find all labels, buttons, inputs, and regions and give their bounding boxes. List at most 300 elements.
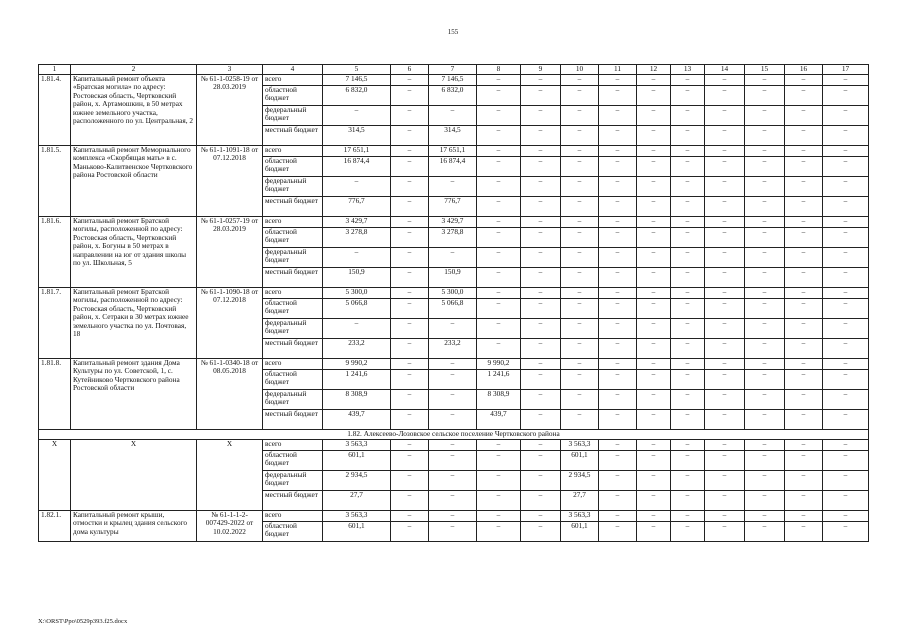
amount-cell: 3 278,8 — [429, 228, 477, 248]
amount-cell: – — [391, 197, 429, 217]
amount-cell: – — [823, 217, 869, 228]
amount-cell: – — [521, 319, 561, 339]
amount-cell: – — [391, 440, 429, 451]
amount-cell: – — [745, 319, 785, 339]
amount-cell: 601,1 — [561, 451, 599, 471]
amount-cell: – — [599, 440, 637, 451]
funding-source: местный бюджет — [263, 410, 323, 430]
funding-source: всего — [263, 217, 323, 228]
amount-cell: – — [391, 339, 429, 359]
item-name: Капитальный ремонт здания Дома Культуры по ул. Советской, 1, с. Кутейниково Чертковского района Ростовской области — [71, 359, 197, 430]
funding-source: местный бюджет — [263, 339, 323, 359]
amount-cell: 314,5 — [429, 126, 477, 146]
funding-source: всего — [263, 75, 323, 86]
amount-cell: – — [745, 511, 785, 522]
amount-cell: – — [561, 370, 599, 390]
amount-cell: 233,2 — [323, 339, 391, 359]
amount-cell: – — [637, 319, 671, 339]
amount-cell: – — [745, 248, 785, 268]
funding-source: местный бюджет — [263, 268, 323, 288]
amount-cell: – — [521, 390, 561, 410]
table-row — [39, 511, 869, 522]
amount-cell: – — [705, 217, 745, 228]
amount-cell: – — [599, 299, 637, 319]
amount-cell: 314,5 — [323, 126, 391, 146]
amount-cell: – — [785, 177, 823, 197]
funding-source: областной бюджет — [263, 370, 323, 390]
amount-cell: – — [745, 268, 785, 288]
amount-cell: – — [561, 126, 599, 146]
amount-cell: – — [745, 339, 785, 359]
item-name: Капитальный ремонт Братской могилы, расположенной по адресу: Ростовская область, Чертковский район, х. Сетраки в 30 метрах южнее земельного участка по ул. Почтовая, 18 — [71, 288, 197, 359]
section-heading-row — [39, 430, 869, 440]
amount-cell: – — [521, 288, 561, 299]
amount-cell: – — [477, 491, 521, 511]
amount-cell: – — [561, 106, 599, 126]
amount-cell: – — [477, 440, 521, 451]
amount-cell: – — [521, 86, 561, 106]
amount-cell: – — [477, 248, 521, 268]
item-number: 1.81.8. — [39, 359, 71, 430]
funding-source: всего — [263, 359, 323, 370]
table-row — [39, 75, 869, 86]
amount-cell: – — [785, 299, 823, 319]
amount-cell: – — [705, 299, 745, 319]
column-number: 3 — [197, 65, 263, 75]
amount-cell: – — [745, 359, 785, 370]
amount-cell: – — [477, 522, 521, 542]
amount-cell: – — [391, 217, 429, 228]
amount-cell: – — [477, 319, 521, 339]
funding-source: федеральный бюджет — [263, 248, 323, 268]
amount-cell: – — [429, 471, 477, 491]
amount-cell: – — [561, 217, 599, 228]
amount-cell: – — [599, 339, 637, 359]
amount-cell: – — [599, 197, 637, 217]
amount-cell: – — [561, 268, 599, 288]
amount-cell: – — [823, 511, 869, 522]
amount-cell: – — [671, 522, 705, 542]
amount-cell: – — [637, 86, 671, 106]
amount-cell: – — [671, 410, 705, 430]
funding-source: областной бюджет — [263, 299, 323, 319]
amount-cell: – — [745, 471, 785, 491]
amount-cell: – — [599, 359, 637, 370]
amount-cell: – — [391, 511, 429, 522]
amount-cell: 601,1 — [323, 522, 391, 542]
amount-cell: – — [429, 248, 477, 268]
amount-cell: – — [785, 126, 823, 146]
amount-cell: – — [599, 522, 637, 542]
amount-cell: – — [323, 177, 391, 197]
amount-cell: – — [745, 299, 785, 319]
amount-cell: – — [521, 106, 561, 126]
amount-cell: – — [477, 288, 521, 299]
amount-cell: 27,7 — [561, 491, 599, 511]
amount-cell: – — [705, 440, 745, 451]
column-number: 9 — [521, 65, 561, 75]
amount-cell: – — [521, 471, 561, 491]
amount-cell: – — [671, 157, 705, 177]
amount-cell: – — [671, 451, 705, 471]
amount-cell: – — [391, 319, 429, 339]
amount-cell: – — [521, 522, 561, 542]
funding-source: федеральный бюджет — [263, 106, 323, 126]
amount-cell: – — [745, 491, 785, 511]
amount-cell: – — [599, 471, 637, 491]
amount-cell: – — [599, 75, 637, 86]
amount-cell: – — [561, 299, 599, 319]
amount-cell: – — [705, 146, 745, 157]
amount-cell: – — [323, 106, 391, 126]
amount-cell: 3 429,7 — [429, 217, 477, 228]
amount-cell: 2 934,5 — [323, 471, 391, 491]
amount-cell: – — [477, 451, 521, 471]
amount-cell: – — [823, 75, 869, 86]
amount-cell: 5 300,0 — [323, 288, 391, 299]
amount-cell: – — [599, 410, 637, 430]
amount-cell: – — [477, 197, 521, 217]
amount-cell: – — [391, 106, 429, 126]
amount-cell: – — [429, 319, 477, 339]
amount-cell: – — [823, 197, 869, 217]
amount-cell: – — [391, 471, 429, 491]
amount-cell: – — [705, 157, 745, 177]
amount-cell: – — [705, 491, 745, 511]
column-number: 6 — [391, 65, 429, 75]
x-mark: Х — [71, 440, 197, 511]
amount-cell: – — [521, 177, 561, 197]
amount-cell: – — [705, 197, 745, 217]
amount-cell: 9 990,2 — [323, 359, 391, 370]
amount-cell: – — [599, 319, 637, 339]
amount-cell: – — [745, 288, 785, 299]
permit-document: № 61-1-1-2-007429-2022 от 10.02.2022 — [197, 511, 263, 542]
amount-cell: 439,7 — [477, 410, 521, 430]
amount-cell: – — [637, 451, 671, 471]
column-number: 17 — [823, 65, 869, 75]
amount-cell: – — [745, 75, 785, 86]
amount-cell: – — [671, 390, 705, 410]
amount-cell: – — [637, 197, 671, 217]
item-name: Капитальный ремонт Братской могилы, расположенной по адресу: Ростовская область, Чертковский район, х. Богуны в 50 метрах в направлении на юг от здания школы по ул. Школьная, 5 — [71, 217, 197, 288]
amount-cell: – — [637, 126, 671, 146]
funding-source: местный бюджет — [263, 491, 323, 511]
amount-cell: – — [429, 370, 477, 390]
amount-cell: – — [823, 410, 869, 430]
amount-cell: 16 874,4 — [323, 157, 391, 177]
amount-cell: – — [391, 359, 429, 370]
amount-cell: – — [823, 86, 869, 106]
amount-cell: – — [745, 146, 785, 157]
amount-cell: – — [671, 146, 705, 157]
item-name: Капитальный ремонт крыши, отмостки и крылец здания сельского дома культуры — [71, 511, 197, 542]
amount-cell: – — [823, 339, 869, 359]
amount-cell: – — [599, 177, 637, 197]
amount-cell: – — [705, 248, 745, 268]
funding-source: областной бюджет — [263, 157, 323, 177]
amount-cell: 3 563,3 — [561, 440, 599, 451]
column-number: 15 — [745, 65, 785, 75]
amount-cell: 6 832,0 — [323, 86, 391, 106]
amount-cell: – — [561, 248, 599, 268]
amount-cell: – — [671, 268, 705, 288]
amount-cell: – — [391, 146, 429, 157]
amount-cell: – — [429, 106, 477, 126]
funding-source: областной бюджет — [263, 451, 323, 471]
amount-cell: – — [429, 410, 477, 430]
amount-cell: – — [785, 370, 823, 390]
column-number: 5 — [323, 65, 391, 75]
amount-cell: – — [705, 86, 745, 106]
amount-cell: – — [477, 126, 521, 146]
amount-cell: – — [823, 228, 869, 248]
amount-cell: – — [391, 410, 429, 430]
amount-cell: 150,9 — [323, 268, 391, 288]
column-number: 16 — [785, 65, 823, 75]
amount-cell: – — [637, 410, 671, 430]
amount-cell: 3 429,7 — [323, 217, 391, 228]
amount-cell: – — [745, 106, 785, 126]
permit-document: № 61-1-0257-19 от 28.03.2019 — [197, 217, 263, 288]
amount-cell: – — [745, 390, 785, 410]
amount-cell: – — [391, 390, 429, 410]
amount-cell: – — [477, 471, 521, 491]
amount-cell: – — [705, 319, 745, 339]
amount-cell: – — [785, 268, 823, 288]
amount-cell: – — [705, 390, 745, 410]
amount-cell: – — [823, 370, 869, 390]
amount-cell: – — [671, 86, 705, 106]
amount-cell: – — [521, 440, 561, 451]
amount-cell: – — [599, 86, 637, 106]
amount-cell: – — [599, 157, 637, 177]
column-number: 12 — [637, 65, 671, 75]
permit-document: № 61-1-0258-19 от 28.03.2019 — [197, 75, 263, 146]
amount-cell: 776,7 — [429, 197, 477, 217]
amount-cell: – — [637, 471, 671, 491]
amount-cell: – — [391, 228, 429, 248]
amount-cell: – — [429, 440, 477, 451]
amount-cell: – — [637, 288, 671, 299]
amount-cell: – — [599, 370, 637, 390]
amount-cell: – — [745, 177, 785, 197]
amount-cell: – — [637, 359, 671, 370]
amount-cell: – — [391, 491, 429, 511]
amount-cell: – — [561, 75, 599, 86]
amount-cell: – — [477, 268, 521, 288]
item-number: 1.81.6. — [39, 217, 71, 288]
amount-cell: – — [521, 75, 561, 86]
column-number: 1 — [39, 65, 71, 75]
amount-cell: – — [823, 288, 869, 299]
amount-cell: – — [823, 177, 869, 197]
amount-cell: – — [823, 451, 869, 471]
amount-cell: – — [599, 511, 637, 522]
amount-cell: 17 651,1 — [323, 146, 391, 157]
funding-source: всего — [263, 511, 323, 522]
amount-cell: – — [705, 451, 745, 471]
amount-cell: – — [477, 177, 521, 197]
amount-cell: – — [391, 370, 429, 390]
column-number: 8 — [477, 65, 521, 75]
permit-document: № 61-1-0340-18 от 08.05.2018 — [197, 359, 263, 430]
amount-cell: – — [561, 410, 599, 430]
amount-cell: 8 308,9 — [477, 390, 521, 410]
amount-cell: – — [561, 157, 599, 177]
amount-cell: – — [637, 75, 671, 86]
amount-cell: – — [521, 370, 561, 390]
amount-cell: – — [561, 339, 599, 359]
amount-cell: – — [671, 440, 705, 451]
amount-cell: – — [477, 217, 521, 228]
amount-cell: – — [429, 491, 477, 511]
amount-cell: – — [785, 248, 823, 268]
amount-cell: – — [745, 126, 785, 146]
funding-source: местный бюджет — [263, 197, 323, 217]
amount-cell: 3 563,3 — [323, 511, 391, 522]
amount-cell: – — [637, 522, 671, 542]
table-row — [39, 359, 869, 370]
amount-cell: – — [391, 451, 429, 471]
funding-source: областной бюджет — [263, 522, 323, 542]
item-number: 1.81.5. — [39, 146, 71, 217]
amount-cell: – — [391, 268, 429, 288]
amount-cell: – — [823, 248, 869, 268]
amount-cell: – — [599, 451, 637, 471]
amount-cell: – — [705, 410, 745, 430]
funding-source: областной бюджет — [263, 86, 323, 106]
amount-cell: – — [785, 86, 823, 106]
amount-cell: – — [823, 491, 869, 511]
amount-cell: – — [745, 522, 785, 542]
section-title: 1.82. Алексеево-Лозовское сельское поселение Чертковского района — [39, 430, 869, 440]
amount-cell: – — [705, 471, 745, 491]
amount-cell: – — [521, 491, 561, 511]
amount-cell: – — [671, 319, 705, 339]
amount-cell: 1 241,6 — [323, 370, 391, 390]
amount-cell: – — [637, 217, 671, 228]
item-number: 1.81.4. — [39, 75, 71, 146]
amount-cell: – — [671, 471, 705, 491]
amount-cell: – — [637, 146, 671, 157]
table-row — [39, 288, 869, 299]
amount-cell: 3 278,8 — [323, 228, 391, 248]
amount-cell: – — [637, 440, 671, 451]
amount-cell: 5 066,8 — [429, 299, 477, 319]
amount-cell: – — [823, 522, 869, 542]
amount-cell: – — [521, 126, 561, 146]
amount-cell: – — [477, 75, 521, 86]
amount-cell: – — [785, 491, 823, 511]
amount-cell: – — [429, 359, 477, 370]
item-number: 1.82.1. — [39, 511, 71, 542]
amount-cell: – — [477, 511, 521, 522]
amount-cell: – — [599, 288, 637, 299]
amount-cell: – — [705, 288, 745, 299]
amount-cell: – — [561, 288, 599, 299]
permit-document: № 61-1-1090-18 от 07.12.2018 — [197, 288, 263, 359]
amount-cell: – — [671, 339, 705, 359]
funding-source: федеральный бюджет — [263, 390, 323, 410]
amount-cell: – — [561, 146, 599, 157]
amount-cell: – — [671, 511, 705, 522]
amount-cell: 150,9 — [429, 268, 477, 288]
amount-cell: – — [637, 248, 671, 268]
amount-cell: 601,1 — [323, 451, 391, 471]
item-name: Капитальный ремонт Мемориального комплекса «Скорбящая мать» в с. Маньково-Калитвенское Чертковского района Ростовской области — [71, 146, 197, 217]
amount-cell: – — [477, 299, 521, 319]
amount-cell: 7 146,5 — [429, 75, 477, 86]
amount-cell: – — [521, 248, 561, 268]
amount-cell: – — [429, 177, 477, 197]
amount-cell: – — [705, 126, 745, 146]
amount-cell: – — [637, 268, 671, 288]
amount-cell: 5 300,0 — [429, 288, 477, 299]
amount-cell: – — [599, 268, 637, 288]
amount-cell: – — [521, 511, 561, 522]
amount-cell: – — [671, 359, 705, 370]
amount-cell: – — [561, 86, 599, 106]
item-number: 1.81.7. — [39, 288, 71, 359]
amount-cell: – — [705, 370, 745, 390]
amount-cell: – — [745, 228, 785, 248]
amount-cell: – — [561, 177, 599, 197]
amount-cell: – — [823, 359, 869, 370]
amount-cell: – — [561, 390, 599, 410]
amount-cell: 9 990,2 — [477, 359, 521, 370]
amount-cell: – — [785, 146, 823, 157]
amount-cell: – — [823, 471, 869, 491]
amount-cell: – — [785, 511, 823, 522]
amount-cell: – — [521, 197, 561, 217]
amount-cell: – — [561, 319, 599, 339]
amount-cell: – — [521, 359, 561, 370]
amount-cell: – — [823, 299, 869, 319]
footer-file-path: X:\ORST\Ppo\0529p393.f25.docx — [38, 618, 128, 625]
amount-cell: – — [745, 370, 785, 390]
amount-cell: – — [785, 339, 823, 359]
amount-cell: – — [705, 268, 745, 288]
amount-cell: – — [561, 197, 599, 217]
amount-cell: – — [637, 106, 671, 126]
amount-cell: – — [745, 86, 785, 106]
amount-cell: – — [561, 228, 599, 248]
amount-cell: – — [391, 75, 429, 86]
page-number: 155 — [447, 28, 459, 36]
amount-cell: – — [785, 410, 823, 430]
column-number: 2 — [71, 65, 197, 75]
amount-cell: – — [637, 491, 671, 511]
amount-cell: – — [323, 319, 391, 339]
amount-cell: – — [671, 370, 705, 390]
amount-cell: – — [823, 146, 869, 157]
amount-cell: – — [599, 146, 637, 157]
amount-cell: – — [705, 359, 745, 370]
amount-cell: – — [823, 106, 869, 126]
amount-cell: – — [785, 197, 823, 217]
amount-cell: – — [477, 339, 521, 359]
amount-cell: – — [745, 157, 785, 177]
amount-cell: – — [391, 157, 429, 177]
amount-cell: – — [521, 410, 561, 430]
amount-cell: – — [785, 522, 823, 542]
amount-cell: – — [521, 228, 561, 248]
amount-cell: – — [823, 319, 869, 339]
amount-cell: – — [637, 177, 671, 197]
column-number: 10 — [561, 65, 599, 75]
table-row — [39, 146, 869, 157]
